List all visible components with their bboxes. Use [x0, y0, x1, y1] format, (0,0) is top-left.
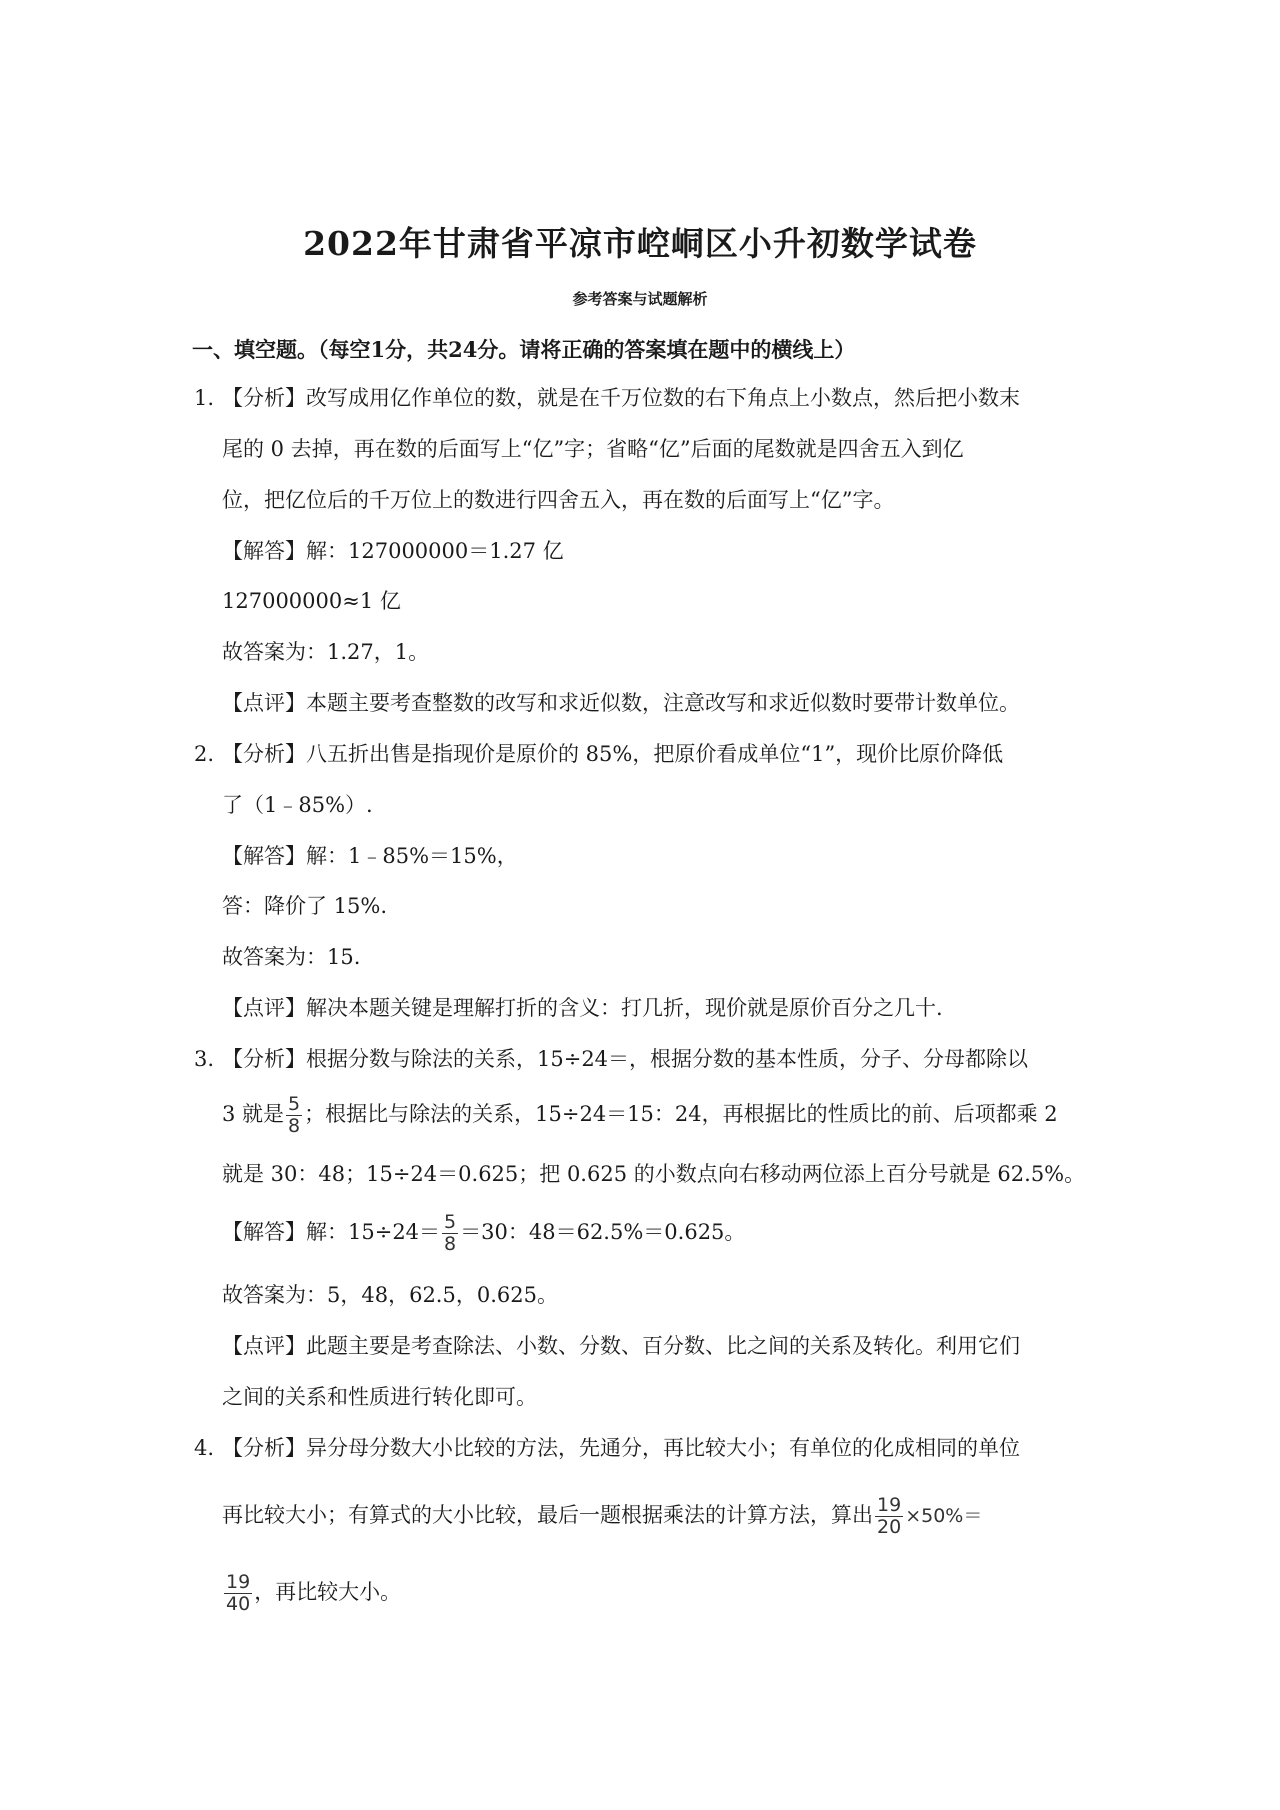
q1-line-2: 尾的 0 去掉，再在数的后面写上“亿”字；省略“亿”后面的尾数就是四舍五入到亿 — [222, 437, 964, 461]
fraction-numerator: 5 — [444, 1211, 457, 1233]
q1-line-5: 127000000≈1 亿 — [222, 589, 401, 613]
fraction-denominator: 8 — [444, 1233, 457, 1255]
q2-line-5: 故答案为：15. — [222, 945, 361, 969]
q4-line-1: 【分析】异分母分数大小比较的方法，先通分，再比较大小；有单位的化成相同的单位 — [222, 1436, 1020, 1460]
q3-line-2 — [222, 1094, 1058, 1137]
fraction-denominator: 20 — [877, 1516, 902, 1538]
fraction-5-8 — [442, 1212, 458, 1255]
q3-line-6: 【点评】此题主要是考查除法、小数、分数、百分数、比之间的关系及转化。利用它们 — [222, 1334, 1020, 1358]
fraction-19-40 — [224, 1572, 252, 1615]
fraction-19-20 — [875, 1495, 903, 1538]
q4-line-3 — [222, 1572, 401, 1615]
q1-line-4: 【解答】解：127000000＝1.27 亿 — [222, 539, 564, 563]
question-number: 1. — [194, 386, 215, 410]
q1-line-1: 【分析】改写成用亿作单位的数，就是在千万位数的右下角点上小数点，然后把小数末 — [222, 386, 1020, 410]
q2-line-6: 【点评】解决本题关键是理解打折的含义：打几折，现价就是原价百分之几十. — [222, 996, 943, 1020]
q3-line-7: 之间的关系和性质进行转化即可。 — [222, 1385, 537, 1409]
fraction-numerator: 5 — [288, 1093, 301, 1115]
q4-line-2-start: 再比较大小；有算式的大小比较，最后一题根据乘法的计算方法，算出 — [222, 1503, 873, 1527]
fraction-numerator: 19 — [226, 1571, 251, 1593]
q3-line-4-start: 【解答】解：15÷24＝ — [222, 1220, 441, 1244]
q3-line-2-start: 3 就是 — [222, 1102, 285, 1126]
q2-line-4: 答：降价了 15%. — [222, 894, 388, 918]
fraction-numerator: 19 — [877, 1494, 902, 1516]
q3-line-1: 【分析】根据分数与除法的关系，15÷24＝，根据分数的基本性质，分子、分母都除以 — [222, 1047, 1029, 1071]
page-title: 2022年甘肃省平凉市崆峒区小升初数学试卷 — [303, 224, 977, 263]
q4-line-3-end: ，再比较大小。 — [254, 1580, 402, 1604]
fraction-denominator: 40 — [226, 1593, 251, 1615]
q3-line-5: 故答案为：5，48，62.5，0.625。 — [222, 1283, 558, 1307]
question-number: 3. — [194, 1047, 215, 1071]
q2-line-3: 【解答】解：1﹣85%＝15%， — [222, 844, 518, 868]
q4-line-2-end: ×50%＝ — [905, 1505, 983, 1527]
q2-line-2: 了（1﹣85%）. — [222, 793, 373, 817]
q3-line-4 — [222, 1212, 745, 1255]
q3-line-4-end: ＝30：48＝62.5%＝0.625。 — [460, 1220, 746, 1244]
subtitle: 参考答案与试题解析 — [572, 290, 708, 308]
q3-line-3: 就是 30：48；15÷24＝0.625；把 0.625 的小数点向右移动两位添上百分号就是 62.5%。 — [222, 1162, 1086, 1186]
fraction-denominator: 8 — [288, 1115, 301, 1137]
section-heading: 一、填空题。（每空1分，共24分。请将正确的答案填在题中的横线上） — [192, 337, 856, 362]
question-number: 2. — [194, 742, 215, 766]
q1-line-3: 位，把亿位后的千万位上的数进行四舍五入，再在数的后面写上“亿”字。 — [222, 488, 895, 512]
q1-line-6: 故答案为：1.27，1。 — [222, 640, 430, 664]
q1-line-7: 【点评】本题主要考查整数的改写和求近似数，注意改写和求近似数时要带计数单位。 — [222, 691, 1020, 715]
q3-line-2-end: ；根据比与除法的关系，15÷24＝15：24，再根据比的性质比的前、后项都乘 2 — [304, 1102, 1058, 1126]
q2-line-1: 【分析】八五折出售是指现价是原价的 85%，把原价看成单位“1”，现价比原价降低 — [222, 742, 1004, 766]
fraction-5-8 — [286, 1094, 302, 1137]
question-number: 4. — [194, 1436, 215, 1460]
q4-line-2 — [222, 1495, 982, 1538]
